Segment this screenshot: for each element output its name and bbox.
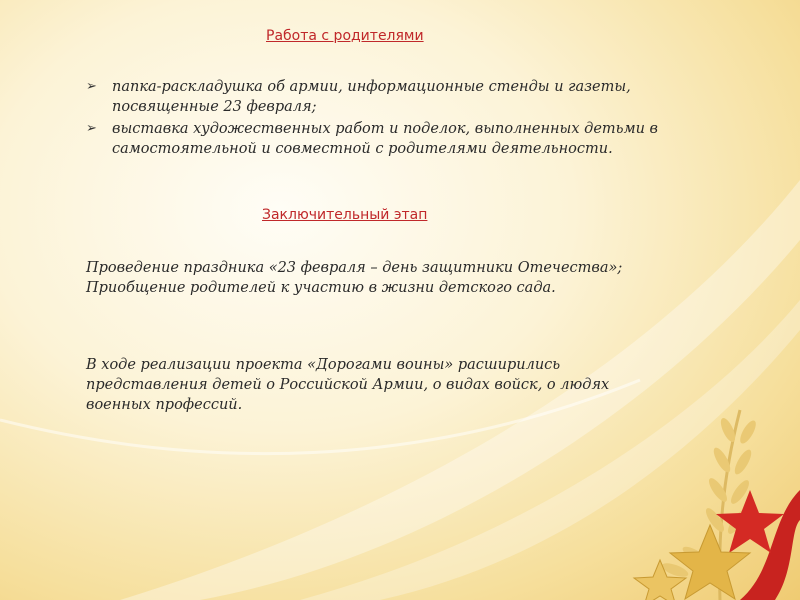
list-item: ➢ выставка художественных работ и поделок, выполненных детьми в самостоятельной и совместной с родителями деятельности. (86, 121, 658, 157)
parents-activities-list (86, 77, 726, 161)
arrow-bullet-icon: ➢ (86, 79, 97, 94)
final-stage-text: Проведение праздника «23 февраля – день защитники Отечества»; Приобщение родителей к участию в жизни детского сада. (86, 260, 623, 296)
heading-final-stage: Заключительный этап (262, 207, 428, 223)
heading-work-with-parents: Работа с родителями (266, 28, 424, 44)
conclusion-text: В ходе реализации проекта «Дорогами воины» расширились представления детей о Российской Армии, о видах войск, о людях военных профессий. (86, 357, 610, 413)
list-item: ➢ папка-раскладушка об армии, информационные стенды и газеты, посвященные 23 февраля; (86, 79, 631, 115)
laurel-stars-decoration (600, 370, 800, 600)
arrow-bullet-icon: ➢ (86, 121, 97, 136)
